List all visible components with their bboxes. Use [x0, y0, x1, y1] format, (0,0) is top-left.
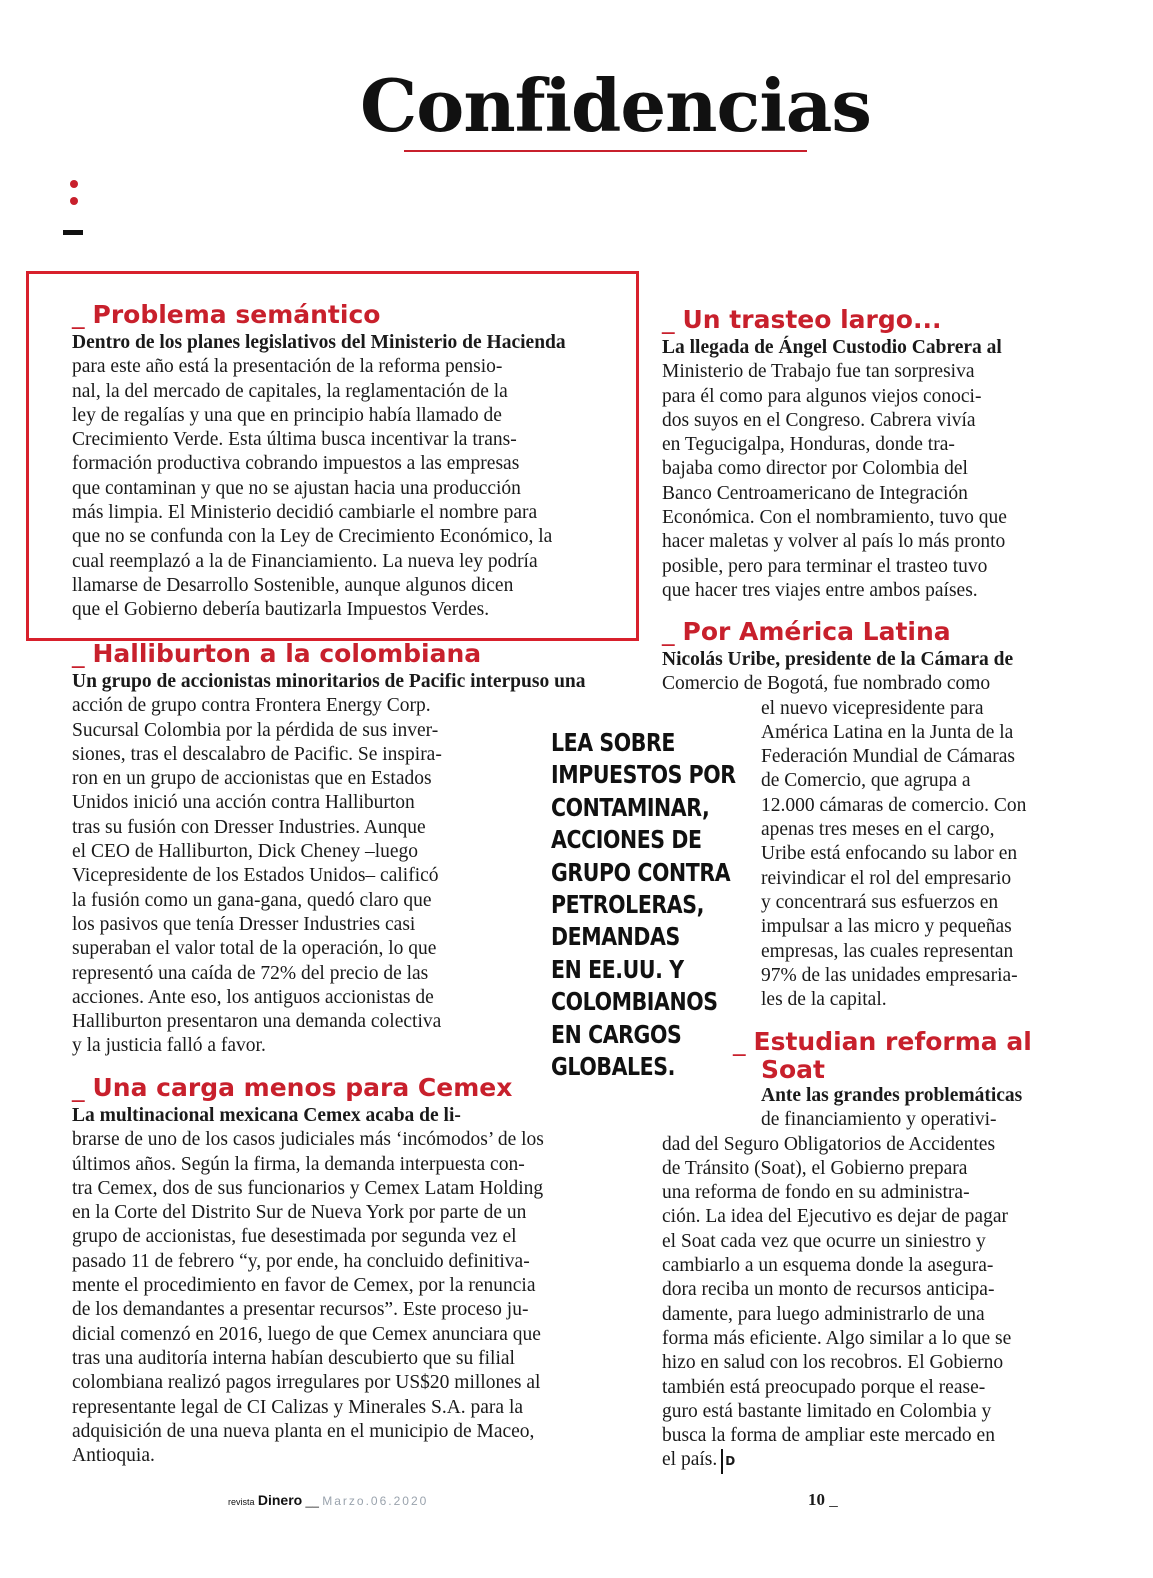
end-of-article-icon: D	[721, 1449, 735, 1473]
pull-quote-line: IMPUESTOS POR	[551, 760, 736, 790]
pull-quote-line: GRUPO CONTRA	[551, 857, 731, 887]
article-trasteo	[662, 306, 1082, 603]
pull-quote-line: ACCIONES DE	[551, 825, 702, 855]
pull-quote-line: CONTAMINAR,	[551, 792, 710, 822]
article-problema-semantico	[72, 301, 632, 623]
pull-quote-line: EN CARGOS	[551, 1019, 682, 1049]
decorative-dot	[70, 197, 78, 205]
article-headline: _ Un trasteo largo...	[662, 305, 942, 334]
article-headline: _ Problema semántico	[72, 300, 381, 329]
article-soat	[662, 1028, 1082, 1474]
section-title: Confidencias	[360, 63, 871, 148]
article-halliburton	[72, 640, 632, 1059]
footer-brand: Dinero	[257, 1492, 303, 1508]
pull-quote-line: EN EE.UU. Y	[551, 954, 684, 984]
page-footer	[228, 1492, 428, 1508]
pull-quote-line: COLOMBIANOS	[551, 987, 718, 1017]
footer-separator: __	[305, 1494, 319, 1508]
article-headline: _ Una carga menos para Cemex	[72, 1073, 513, 1102]
article-headline: _ Por América Latina	[662, 617, 951, 646]
pull-quote-line: PETROLERAS,	[551, 890, 704, 920]
article-body: Nicolás Uribe, presidente de la Cámara de Comercio de Bogotá, fue nombrado como	[662, 649, 1014, 695]
article-body-indented: Ante las grandes problemáticas de financiamiento y operativi-	[761, 1085, 1023, 1131]
article-body-indented: el nuevo vicepresidente para América Latina en la Junta de la Federación Mundial de Cámaras de Comercio, que agrupa a 12.000 cámaras de comercio. Con apenas tres meses en el cargo, Uribe está enfocando su labor en reivindicar el rol del empresario y concentrará sus esfuerzos en impulsar a las micro y pequeñas empresas, las cuales representan 97% de las unidades empresaria- les de la capital.	[761, 697, 1027, 1011]
pull-quote-line: DEMANDAS	[551, 922, 680, 952]
article-body: Un grupo de accionistas minoritarios de Pacific interpuso una acción de grupo contra Frontera Energy Corp. Sucursal Colombia por la pérdida de sus inver- siones, tras el descalabro de Pacific. Se inspira- ron en un grupo de accionistas que en Estados Unidos inició una acción contra Halliburton tras su fusión con Dresser Industries. Aunque el CEO de Halliburton, Dick Cheney –luego Vicepresidente de los Estados Unidos– calificó la fusión como un gana-gana, quedó claro que los pasivos que tenía Dresser Industries casi superaban el valor total de la operación, lo que representó una caída de 72% del precio de las acciones. Ante eso, los antiguos accionistas de Halliburton presentaron una demanda colectiva y la justicia falló a favor.	[72, 671, 586, 1057]
title-underline	[404, 150, 807, 152]
pull-quote-line: GLOBALES.	[551, 1052, 676, 1082]
article-headline: _ Estudian reforma al Soat	[733, 1027, 1032, 1084]
article-headline: _ Halliburton a la colombiana	[72, 639, 482, 668]
article-body: Dentro de los planes legislativos del Ministerio de Hacienda para este año está la presentación de la reforma pensio- nal, la del mercado de capitales, la reglamentación de la ley de regalías y una que en principio había llamado de Crecimiento Verde. Esta última busca incentivar la trans- formación productiva cobrando impuestos a las empresas que contaminan y que no se ajustan hacia una producción más limpia. El Ministerio decidió cambiarle el nombre para que no se confunda con la Ley de Crecimiento Económico, la cual reemplazó a la de Financiamiento. La nueva ley podría llamarse de Desarrollo Sostenible, aunque algunos dicen que el Gobierno debería bautizarla Impuestos Verdes.	[72, 332, 566, 621]
article-cemex	[72, 1074, 642, 1468]
decorative-dash	[63, 230, 83, 235]
decorative-dot	[70, 180, 78, 188]
article-america-latina	[662, 618, 1082, 1012]
page-number: 10 _	[808, 1490, 838, 1509]
article-body: La multinacional mexicana Cemex acaba de li- brarse de uno de los casos judiciales más ‘incómodos’ de los últimos años. Según la firma, la demanda interpuesta con- tra Cemex, dos de sus funcionarios y Cemex Latam Holding en la Corte del Distrito Sur de Nueva York por parte de un grupo de accionistas, fue desestimada por segunda vez el pasado 11 de febrero “y, por ende, ha concluido definitiva- mente el procedimiento en favor de Cemex, por la renuncia de los demandantes a presentar recursos”. Este proceso ju- dicial comenzó en 2016, luego de que Cemex anunciara que tras una auditoría interna habían descubierto que su filial colombiana realizó pagos irregulares por US$20 millones al representante legal de CI Calizas y Minerales S.A. para la adquisición de una nueva planta en el municipio de Maceo, Antioquia.	[72, 1105, 544, 1467]
footer-date: Marzo.06.2020	[322, 1494, 429, 1508]
pull-quote-line: LEA SOBRE	[551, 728, 675, 757]
article-body: dad del Seguro Obligatorios de Accidentes de Tránsito (Soat), el Gobierno prepara una reforma de fondo en su administra- ción. La idea del Ejecutivo es dejar de pagar el Soat cada vez que ocurre un siniestro y cambiarlo a un esquema donde la asegura- dora reciba un monto de recursos anticipa- damente, para luego administrarlo de una forma más eficiente. Algo similar a lo que se hizo en salud con los recobros. El Gobierno también está preocupado porque el rease- guro está bastante limitado en Colombia y busca la forma de ampliar este mercado en el país. D	[662, 1133, 1082, 1474]
article-body: La llegada de Ángel Custodio Cabrera al Ministerio de Trabajo fue tan sorpresiva para él como para algunos viejos conoci- dos suyos en el Congreso. Cabrera vivía en Tegucigalpa, Honduras, donde tra- bajaba como director por Colombia del Banco Centroamericano de Integración Económica. Con el nombramiento, tuvo que hacer maletas y volver al país lo más pronto posible, pero para terminar el trasteo tuvo que hacer tres viajes entre ambos países.	[662, 337, 1007, 601]
footer-brand-prefix: revista	[228, 1497, 255, 1507]
